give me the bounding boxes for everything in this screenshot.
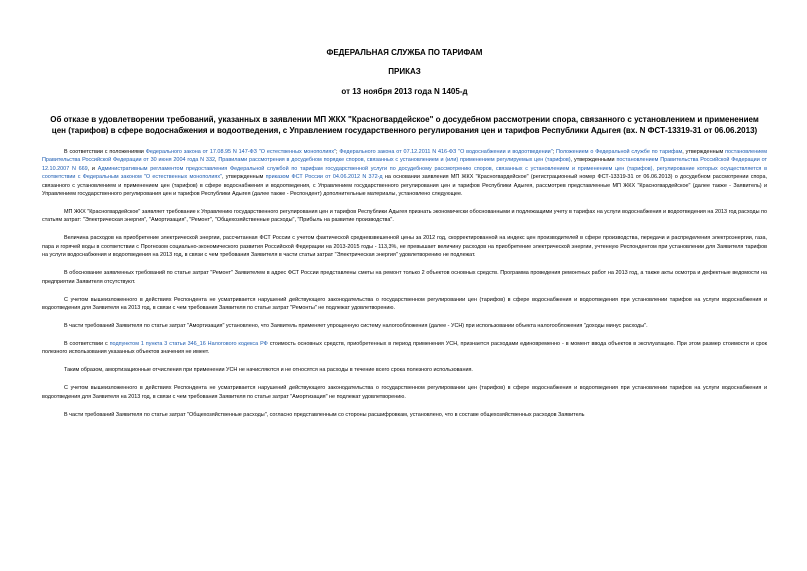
agency-name: ФЕДЕРАЛЬНАЯ СЛУЖБА ПО ТАРИФАМ: [326, 48, 483, 57]
paragraph-overhead: В части требований Заявителя по статье затрат "Общехозяйственные расходы", согласно представленным со стороны расшифровкам, установлено, что в составе общехозяйственных расходов Заявитель: [64, 411, 585, 418]
text-run: В соответствии с: [64, 341, 110, 348]
text-run: В соответствии с положениями: [64, 149, 146, 155]
document-page: [42, 48, 767, 419]
paragraph-claim: МП ЖКХ "Красногвардейское" заявляет требование к Управлению государственного регулирования цен и тарифов Республики Адыгея признать экономически обоснованными и подлежащими учету в тарифах на услуги водоснабжения и водоотведения на 2013 год расходы по статьям затрат: "Электрическая энергия", "Амортизация", "Ремонт", "Общехозяйственные расходы", "Прибыль на развитие производства".: [42, 209, 767, 224]
link-resolution-669[interactable]: постановлением Правительства Российской Федерации от 12.10.2007 N 669: [42, 157, 767, 172]
link-admin-regulation[interactable]: Административным регламентом предоставления Федеральной службой по тарифам государственной услуги по досудебному рассмотрению споров, связанных с установлением и применением цен (тарифов), регулирование которых осуществляется в соответствии с Федеральным законом "О естественных монополиях": [42, 165, 767, 181]
link-tax-code-346-16[interactable]: подпунктом 1 пункта 3 статьи 346_16 Налогового кодекса РФ: [109, 341, 268, 348]
link-law-416fz[interactable]: Федерального закона от 07.12.2011 N 416-ФЗ "О водоснабжении и водоотведении": [339, 149, 553, 155]
link-fst-regulation[interactable]: Положением о Федеральной службе по тарифам: [556, 149, 683, 155]
text-run: , утвержденным: [221, 174, 266, 181]
link-dispute-rules[interactable]: Правилами рассмотрения в досудебном порядке споров, связанных с установлением и (или) применением регулируемых цен (тарифов): [218, 157, 571, 164]
link-law-147fz[interactable]: Федерального закона от 17.08.95 N 147-ФЗ "О естественных монополиях": [145, 149, 337, 155]
paragraph-amortization-conclusion: С учетом вышеизложенного в действиях Респондента не усматривается нарушений действующего законодательства о государственном регулировании цен (тарифов) в сфере водоснабжения и водоотведения при установлении тарифов на услуги водоснабжения и водоотведения для Заявителя на 2013 год, в связи с чем требования Заявителя по статье затрат "Амортизация" не подлежат удовлетворению.: [42, 385, 767, 400]
text-run: , и: [87, 165, 98, 172]
document-type: ПРИКАЗ: [388, 67, 421, 76]
paragraph-tax-code: [42, 340, 767, 357]
document-title: Об отказе в удовлетворении требований, указанных в заявлении МП ЖКХ "Красногвардейское" о досудебном рассмотрении спора, связанного с установлением и применением цен (тарифов) в сфере водоснабжения и водоотведения, с Управлением государственного регулирования цен и тарифов Республики Адыгея (вх. N ФСТ-13319-31 от 06.06.2013): [50, 115, 759, 135]
text-run: ,: [215, 157, 219, 164]
paragraph-amortization-summary: Таким образом, амортизационные отчисления при применении УСН не начисляются и не относятся на расходы в течение всего срока полезного использования.: [64, 367, 473, 374]
text-run: , утвержденными: [570, 157, 617, 164]
text-run: , утвержденным: [682, 149, 726, 155]
text-run: ;: [552, 149, 556, 155]
paragraph-electricity: Величина расходов на приобретение электрической энергии, рассчитанная ФСТ России с учетом фактической средневзвешенной цены за 2012 год, скорректированной на индекс цен производителей в сфере производства, передачи и распределения электроэнергии, газа, пара и горячей воды в соответствии с Прогнозом социально-экономического развития Российской Федерации на 2013-2015 годы - 113,3%, не превышает величину расходов на приобретение электрической энергии, учтенную Респондентом при установлении для Заявителя тарифов на услуги водоснабжения и водоотведения на 2013 год, в связи с чем требования Заявителя в части статьи затрат "Электрическая энергия" удовлетворению не подлежат.: [42, 235, 767, 259]
paragraph-amortization: В части требований Заявителя по статье затрат "Амортизация" установлено, что Заявитель применяет упрощенную систему налогообложения (далее - УСН) при использовании объекта налогообложения "доходы минус расходы".: [64, 323, 648, 330]
link-order-372d[interactable]: приказом ФСТ России от 04.06.2012 N 372-д: [265, 174, 383, 181]
text-run: на основании заявления МП ЖКХ "Красногвардейское" (регистрационный номер ФСТ-13319-31 от 06.06.2013) о досудебном рассмотрении спора, связанного с установлением и применением цен (тарифов) в сфере водоснабжения и водоотведения, с Управлением государственного регулирования цен и тарифов Республики Адыгея, рассмотрев представленные МП ЖКХ "Красногвардейское" (далее также - Заявитель) и Управлением государственного регулирования цен и тарифов Республики Адыгея (далее также - Респондент) дополнительные материалы, установлено следующее.: [42, 174, 767, 198]
document-date: от 13 ноября 2013 года N 1405-д: [341, 87, 468, 96]
text-run: стоимость основных средств, приобретенных в период применения УСН, признается расходами единовременно - в момент ввода объектов в эксплуатацию. При этом размер стоимости и срок полезного использования указанных объектов значения не имеет.: [42, 341, 767, 356]
paragraph-repair: В обоснование заявленных требований по статье затрат "Ремонт" Заявителем в адрес ФСТ России представлены сметы на ремонт только 2 объектов основных средств. Программа проведения ремонтных работ на 2013 год, а также акты осмотра и дефектные ведомости на предприятии Заявителя отсутствуют.: [42, 270, 767, 285]
paragraph-legal-basis: [42, 148, 767, 198]
paragraph-repair-conclusion: С учетом вышеизложенного в действиях Респондента не усматривается нарушений действующего законодательства о государственном регулировании цен (тарифов) в сфере водоснабжения и водоотведения при установлении тарифов на услуги водоснабжения и водоотведения для Заявителя на 2013 год, в связи с чем требования Заявителя по статье затрат "Ремонты" не подлежат удовлетворению.: [42, 296, 767, 312]
link-resolution-332[interactable]: постановлением Правительства Российской Федерации от 30 июня 2004 года N 332: [42, 149, 768, 164]
text-run: ;: [336, 149, 340, 155]
